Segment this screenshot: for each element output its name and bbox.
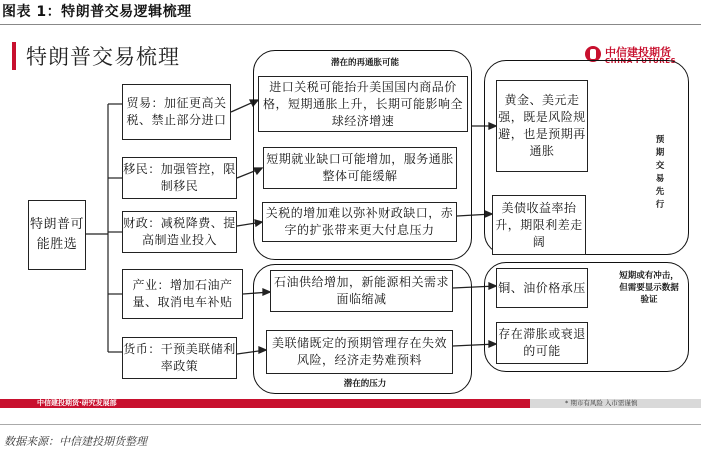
note-short-term: 短期或有冲击，但需要显示数据验证 [619,271,679,305]
outcome-copper-oil [496,268,588,308]
policy-trade-text: 贸易：加征更高关税、禁止部分进口 [126,96,227,127]
policy-industry [122,269,243,319]
policy-trade [122,84,231,140]
root-node-text: 特朗普可能胜选 [29,217,84,252]
effect-fed-expectations [266,330,453,374]
root-node [28,200,86,270]
note-expected-trade: 预期交易先行 [655,135,665,210]
policy-immigration-text: 移民：加强管控，限制移民 [123,162,236,193]
figure-caption: 图表 1：特朗普交易逻辑梳理 [2,4,192,20]
effect-tariff-inflation [258,76,468,132]
logo-en-text: CHINA FUTURES [605,57,677,65]
policy-fiscal-text: 财政：减税降费、提高制造业投入 [123,216,236,247]
policy-industry-text: 产业：增加石油产量、取消电车补贴 [132,278,233,309]
logo-cn-text: 中信建投期货 [605,46,671,59]
policy-fiscal [122,211,237,253]
effect-oil-supply-text: 石油供给增加，新能源相关需求面临缩减 [273,275,449,306]
effect-fed-expectations-text: 美联储既定的预期管理存在失效风险，经济走势难预料 [271,336,447,367]
group-pressure-label: 潜在的压力 [343,379,387,389]
outcome-treasury-yield-text: 美债收益率抬升，期限利差走阔 [495,200,583,249]
effect-oil-supply [270,270,453,312]
effect-fiscal-deficit-text: 关税的增加难以弥补财政缺口，赤字的扩张带来更大付息压力 [265,206,454,237]
footer-risk-notice: * 期市有风险 入市需谨慎 [565,399,638,407]
policy-immigration [122,157,237,199]
outcome-copper-oil-text: 铜、油价格承压 [498,280,586,295]
outcome-gold-dollar-text: 黄金、美元走强，既是风险规避，也是预期再通胀 [498,93,586,158]
policy-monetary [122,337,237,379]
outcome-stagflation-text: 存在滞胀或衰退的可能 [498,327,586,358]
source-divider [0,424,701,425]
outcome-gold-dollar [496,80,588,172]
effect-fiscal-deficit [262,202,457,242]
outcome-stagflation [496,322,588,364]
effect-labor-gap-text: 短期就业缺口可能增加，服务通胀整体可能缓解 [266,152,454,183]
group-reinflation-label: 潜在的再通胀可能 [330,58,399,68]
footer-department: 中信建投期货·研究发展部 [37,399,117,407]
effect-tariff-inflation-text: 进口关税可能抬升美国国内商品价格，短期通胀上升，长期可能影响全球经济增速 [262,79,463,128]
slide-title: 特朗普交易梳理 [26,45,180,69]
effect-labor-gap [263,147,457,189]
policy-monetary-text: 货币：干预美联储利率政策 [123,342,236,373]
outcome-treasury-yield [492,195,586,255]
data-source: 数据来源：中信建投期货整理 [4,435,147,448]
